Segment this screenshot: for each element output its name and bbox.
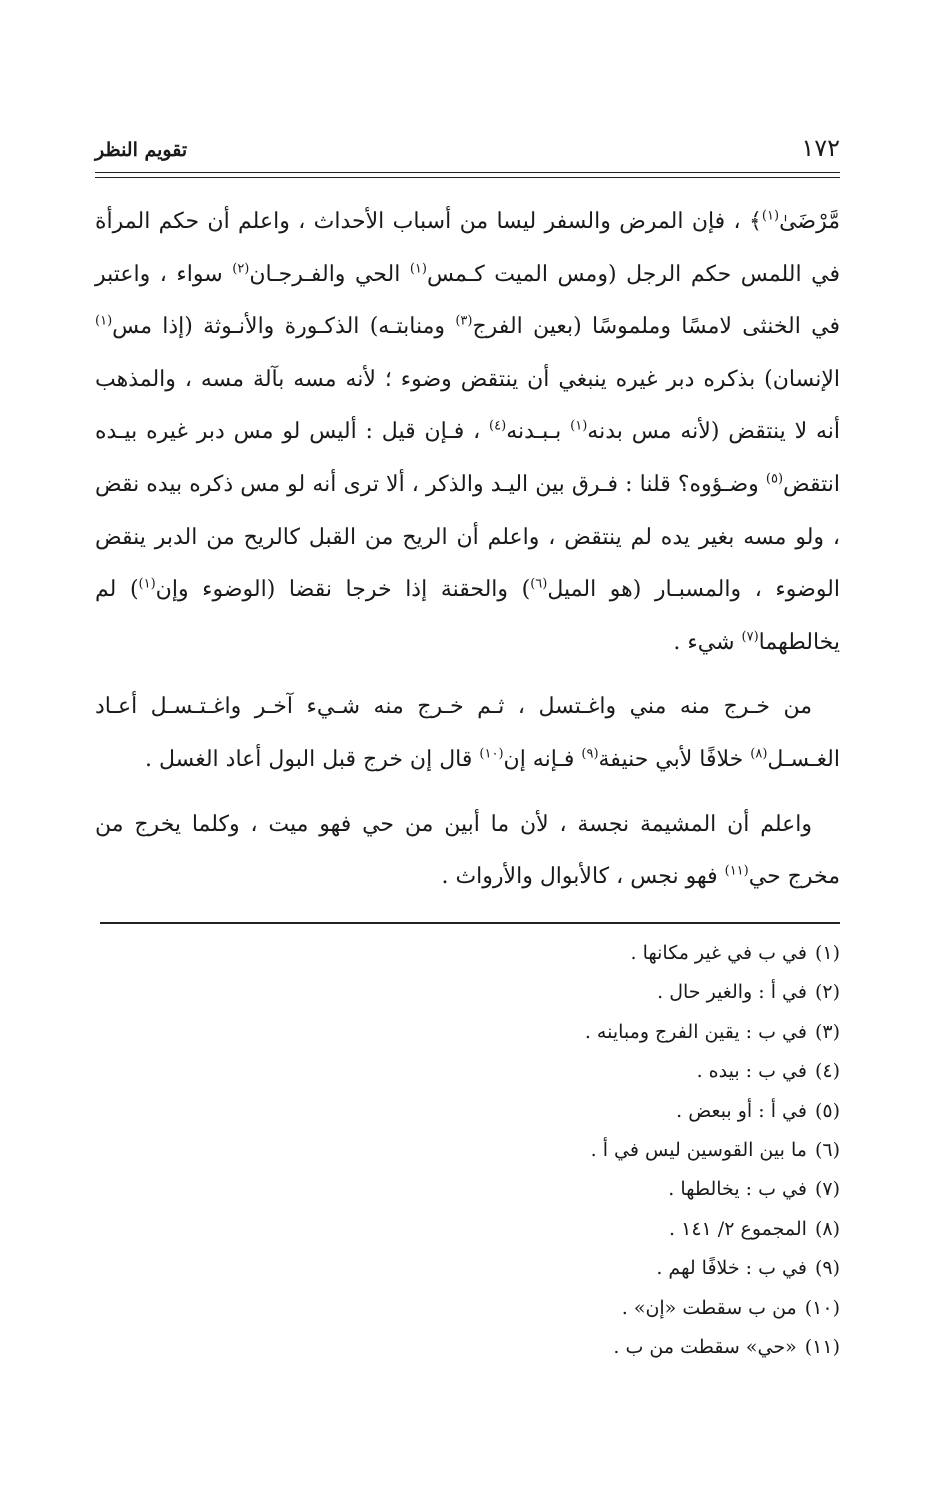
footnote-item (320, 1013, 840, 1052)
text-run: شيء . (673, 629, 742, 655)
footnotes-list (320, 934, 840, 1367)
text-run: واعلم أن المشيمة نجسة ، لأن ما أبين من حي فهو ميت ، وكلما يخرج من مخرج حي (95, 811, 840, 890)
footnote-ref: (١) (409, 261, 427, 277)
footnote-text: المجموع ٢/ ١٤١ . (669, 1217, 807, 1240)
footnote-ref: (٨) (750, 746, 768, 762)
footnote-number: (٦) (814, 1139, 840, 1162)
footnote-item (320, 1052, 840, 1091)
text-run: خلافًا لأبي حنيفة (598, 746, 751, 772)
footnote-number: (٩) (814, 1257, 840, 1280)
footnote-number: (٧) (814, 1178, 840, 1201)
footnote-number: (٨) (814, 1217, 840, 1240)
text-run: ومنابتـه) الذكـورة والأنـوثة (إذا مس (112, 314, 456, 340)
footnote-number: (٥) (814, 1099, 840, 1122)
footnote-text: «حي» سقطت من ب . (613, 1336, 797, 1359)
footnote-number: (١) (814, 942, 840, 964)
text-run: فـإنه إن (503, 746, 582, 772)
footnote-ref: (١) (95, 313, 113, 329)
footnote-item (320, 934, 840, 973)
footnote-text: من ب سقطت «إن» . (621, 1296, 797, 1319)
footnote-ref: (١) (138, 576, 156, 592)
text-run: فهو نجس ، كالأبوال والأرواث . (441, 864, 725, 890)
paragraph-3 (95, 799, 840, 904)
footnote-text: في أ : والغير حال . (657, 981, 807, 1004)
footnote-ref: (٤) (489, 419, 507, 435)
footnote-separator (100, 922, 840, 924)
footnote-ref: (٣) (455, 313, 473, 329)
footnote-text: في ب في غير مكانها . (630, 942, 807, 964)
footnote-number: (٤) (814, 1060, 840, 1083)
footnote-number: (١١) (804, 1336, 840, 1359)
footnote-number: (٣) (814, 1020, 840, 1043)
footnote-text: ما بين القوسين ليس في أ . (590, 1139, 807, 1162)
header-rule-bottom (95, 177, 840, 178)
footnote-text: في ب : يقين الفرج ومباينه . (584, 1020, 807, 1043)
text-run: ) والحقنة إذا خرجا نقضا (الوضوء وإن (155, 577, 531, 603)
footnote-ref: (٦) (530, 576, 548, 592)
footnote-item (320, 1170, 840, 1209)
text-run: من خـرج منه مني واغـتسل ، ثـم خـرج منه شـيء آخـر واغـتـسـل أعـاد الغـسـل (95, 694, 840, 772)
text-run: ) لم يخالطهما (95, 577, 840, 655)
paragraph-1 (95, 196, 840, 669)
text-run: الحي والفـرجـان (249, 261, 410, 287)
footnote-item (320, 1092, 840, 1131)
footnote-ref: (١) (570, 419, 588, 435)
footnote-item (320, 1289, 840, 1328)
text-run: ، فـإن قيل : أليس لو مس دبر غيره بيـده انتقض (95, 419, 840, 497)
text-run: ﴾ ، فإن المرض والسفر ليسا من أسباب الأحداث ، واعلم أن حكم المرأة في اللمس حكم الرجل (ومس الميت كـمس (95, 209, 840, 287)
text-run: مَّرْضَىٰ (779, 209, 841, 234)
footnote-ref: (١٠) (479, 746, 504, 762)
text-run: سواء ، واعتبر في الخنثى لامسًا وملموسًا (بعين الفرج (95, 261, 840, 340)
footnote-text: في ب : خلافًا لهم . (656, 1257, 807, 1280)
text-run: وضـؤوه؟ قلنا : فـرق بين اليـد والذكر ، ألا ترى أنه لو مس ذكره بيده نقض ، ولو مسه بغير يده لم ينتقض ، واعلم أن الريح من القبل كالريح من الدبر ينقض الوضوء ، والمسبـار (هو الميل (95, 471, 840, 603)
footnote-number: (٢) (814, 981, 840, 1004)
header-rule-top (95, 172, 840, 173)
footnote-text: في ب : يخالطها . (668, 1178, 807, 1201)
main-text (95, 196, 840, 916)
footnote-ref: (٧) (741, 629, 759, 645)
footnote-item (320, 1249, 840, 1288)
page-number: ١٧٢ (801, 134, 840, 162)
footnote-ref: (٥) (765, 471, 784, 487)
footnote-text: في أ : أو ببعض . (676, 1099, 807, 1122)
footnote-ref: (٢) (232, 261, 250, 277)
book-title: تقويم النظر (95, 139, 188, 161)
text-run: الإنسان) بذكره دبر غيره ينبغي أن ينتقض وضوء ؛ لأنه مسه بآلة مسه ، والمذهب أنه لا ينتقض (لأنه مس بدنه (95, 366, 840, 445)
running-header (95, 128, 840, 168)
footnote-ref: (٩) (581, 746, 599, 762)
paragraph-2 (95, 681, 840, 786)
footnote-item (320, 1328, 840, 1367)
footnote-item (320, 1131, 840, 1170)
footnote-ref: (١١) (724, 863, 749, 879)
footnote-ref: (١) (761, 208, 780, 224)
footnote-text: في ب : بيده . (696, 1060, 807, 1083)
text-run: قال إن خرج قبل البول أعاد الغسل . (144, 746, 480, 772)
footnote-item (320, 1210, 840, 1249)
footnote-number: (١٠) (804, 1296, 840, 1319)
footnote-item (320, 973, 840, 1012)
text-run: بـبـدنه (506, 419, 571, 445)
